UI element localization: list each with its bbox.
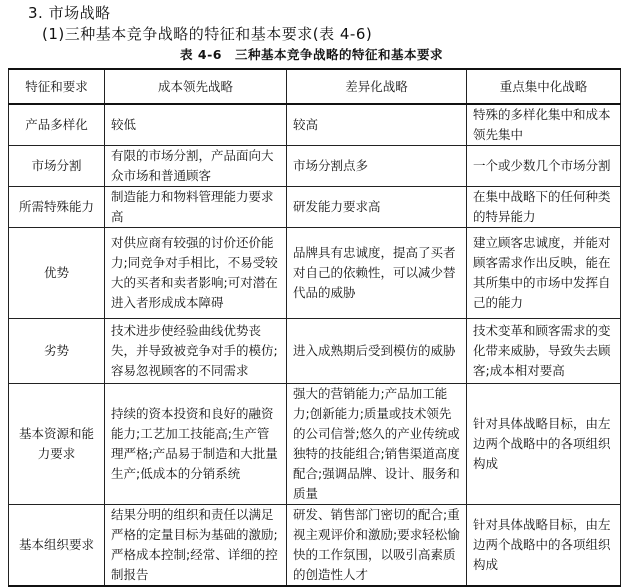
table-row — [9, 319, 621, 384]
cost-leadership-cell: 较低 — [105, 104, 287, 146]
cost-leadership-cell: 结果分明的组织和责任以满足严格的定量目标为基础的激励;严格成本控制;经常、详细的控制报告 — [105, 505, 287, 587]
cost-leadership-cell: 制造能力和物料管理能力要求高 — [105, 187, 287, 228]
header-focus: 重点集中化战略 — [467, 69, 621, 104]
differentiation-cell: 品牌具有忠诚度，提高了买者对自己的依赖性，可以减少替代品的威胁 — [287, 228, 467, 319]
row-label: 产品多样化 — [9, 104, 105, 146]
table-row — [9, 384, 621, 505]
focus-cell: 建立顾客忠诚度，并能对顾客需求作出反映，能在其所集中的市场中发挥自己的能力 — [467, 228, 621, 319]
differentiation-cell: 研发能力要求高 — [287, 187, 467, 228]
cost-leadership-cell: 持续的资本投资和良好的融资能力;工艺加工技能高;生产管理严格;产品易于制造和大批量生产;低成本的分销系统 — [105, 384, 287, 505]
row-label: 所需特殊能力 — [9, 187, 105, 228]
focus-cell: 针对具体战略目标，由左边两个战略中的各项组织构成 — [467, 505, 621, 587]
cost-leadership-cell: 有限的市场分割，产品面向大众市场和普通顾客 — [105, 146, 287, 187]
cost-leadership-cell: 对供应商有较强的讨价还价能力;同竞争对手相比，不易受较大的买者和卖者影响;可对潜在进入者形成成本障碍 — [105, 228, 287, 319]
differentiation-cell: 研发、销售部门密切的配合;重视主观评价和激励;要求轻松愉快的工作氛围，以吸引高素质的创造性人才 — [287, 505, 467, 587]
focus-cell: 特殊的多样化集中和成本领先集中 — [467, 104, 621, 146]
focus-cell: 一个或少数几个市场分割 — [467, 146, 621, 187]
table-row — [9, 505, 621, 587]
table-row — [9, 187, 621, 228]
header-feature: 特征和要求 — [9, 69, 105, 104]
focus-cell: 针对具体战略目标，由左边两个战略中的各项组织构成 — [467, 384, 621, 505]
table-header-row — [9, 69, 621, 104]
subsection-heading: (1)三种基本竞争战略的特征和基本要求(表 4-6) — [42, 25, 373, 43]
header-cost-leadership: 成本领先战略 — [105, 69, 287, 104]
row-label: 基本资源和能力要求 — [9, 384, 105, 505]
differentiation-cell: 市场分割点多 — [287, 146, 467, 187]
differentiation-cell: 强大的营销能力;产品加工能力;创新能力;质量或技术领先的公司信誉;悠久的产业传统或独特的技能组合;销售渠道高度配合;强调品牌、设计、服务和质量 — [287, 384, 467, 505]
section-heading: 3. 市场战略 — [28, 4, 111, 22]
row-label: 劣势 — [9, 319, 105, 384]
table-caption: 表 4-6 三种基本竞争战略的特征和基本要求 — [180, 47, 443, 62]
header-differentiation: 差异化战略 — [287, 69, 467, 104]
row-label: 基本组织要求 — [9, 505, 105, 587]
differentiation-cell: 较高 — [287, 104, 467, 146]
strategy-comparison-table — [8, 68, 621, 587]
row-label: 市场分割 — [9, 146, 105, 187]
focus-cell: 技术变革和顾客需求的变化带来威胁，导致失去顾客;成本相对要高 — [467, 319, 621, 384]
table-row — [9, 146, 621, 187]
cost-leadership-cell: 技术进步使经验曲线优势丧失，并导致被竞争对手的模仿;容易忽视顾客的不同需求 — [105, 319, 287, 384]
table-row — [9, 228, 621, 319]
table-row — [9, 104, 621, 146]
differentiation-cell: 进入成熟期后受到模仿的威胁 — [287, 319, 467, 384]
focus-cell: 在集中战略下的任何种类的特异能力 — [467, 187, 621, 228]
row-label: 优势 — [9, 228, 105, 319]
